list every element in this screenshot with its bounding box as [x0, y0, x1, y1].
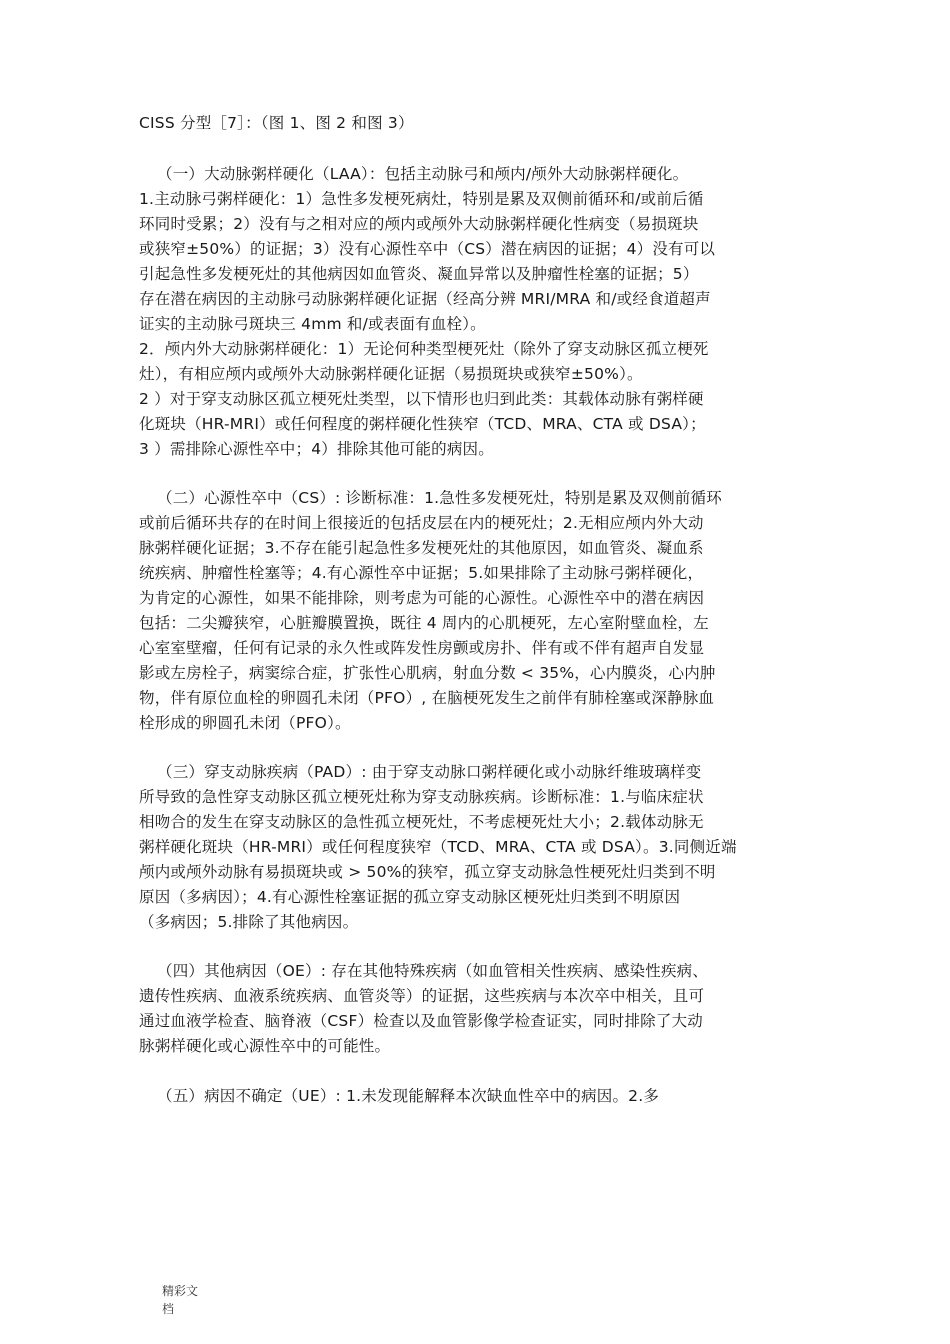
text-line: （一）大动脉粥样硬化（LAA）：包括主动脉弓和颅内/颅外大动脉粥样硬化。 — [157, 165, 689, 183]
text-line: 环同时受累；2）没有与之相对应的颅内或颅外大动脉粥样硬化性病变（易损斑块 — [139, 215, 699, 233]
text-line: 引起急性多发梗死灶的其他病因如血管炎、凝血异常以及肿瘤性栓塞的证据；5） — [139, 265, 699, 283]
text-line: 颅内或颅外动脉有易损斑块或 > 50%的狭窄，孤立穿支动脉急性梗死灶归类到不明 — [139, 863, 716, 881]
text-line: 化斑块（HR-MRI）或任何程度的粥样硬化性狭窄（TCD、MRA、CTA 或 DSA）； — [139, 415, 706, 433]
text-line: 粥样硬化斑块（HR-MRI）或任何程度狭窄（TCD、MRA、CTA 或 DSA）。3.同侧近端 — [139, 838, 737, 856]
text-line: 影或左房栓子，病窦综合症，扩张性心肌病，射血分数 < 35%，心内膜炎，心内肿 — [139, 664, 716, 682]
text-line: 原因（多病因）；4.有心源性栓塞证据的孤立穿支动脉区梗死灶归类到不明原因 — [139, 888, 681, 906]
text-line: 相吻合的发生在穿支动脉区的急性孤立梗死灶，不考虑梗死灶大小；2.载体动脉无 — [139, 813, 704, 831]
text-line: 包括：二尖瓣狭窄，心脏瓣膜置换，既往 4 周内的心肌梗死，左心室附壁血栓，左 — [139, 614, 709, 632]
text-line: 物，伴有原位血栓的卵圆孔未闭（PFO）, 在脑梗死发生之前伴有肺栓塞或深静脉血 — [139, 689, 715, 707]
text-line: 为肯定的心源性，如果不能排除，则考虑为可能的心源性。心源性卒中的潜在病因 — [139, 589, 705, 607]
text-line: （二）心源性卒中（CS）: 诊断标准：1.急性多发梗死灶，特别是累及双侧前循环 — [157, 489, 722, 507]
page-footer — [162, 1282, 198, 1318]
text-line: （四）其他病因（OE）: 存在其他特殊疾病（如血管相关性疾病、感染性疾病、 — [157, 962, 709, 980]
text-line: 栓形成的卵圆孔未闭（PFO）。 — [139, 714, 351, 732]
title-line: CISS 分型［7］：（图 1、图 2 和图 3） — [139, 114, 414, 132]
text-line: （多病因；5.排除了其他病因。 — [139, 913, 359, 931]
text-line: 灶），有相应颅内或颅外大动脉粥样硬化证据（易损斑块或狭窄±50%）。 — [139, 365, 643, 383]
text-line: 证实的主动脉弓斑块三 4mm 和/或表面有血栓）。 — [139, 315, 486, 333]
text-line: 脉粥样硬化证据；3.不存在能引起急性多发梗死灶的其他原因，如血管炎、凝血系 — [139, 539, 704, 557]
text-line: 2 ）对于穿支动脉区孤立梗死灶类型，以下情形也归到此类：其载体动脉有粥样硬 — [139, 390, 704, 408]
text-line: 通过血液学检查、脑脊液（CSF）检查以及血管影像学检查证实，同时排除了大动 — [139, 1012, 703, 1030]
text-line: 1.主动脉弓粥样硬化：1）急性多发梗死病灶，特别是累及双侧前循环和/或前后循 — [139, 190, 704, 208]
text-line: 统疾病、肿瘤性栓塞等；4.有心源性卒中证据；5.如果排除了主动脉弓粥样硬化， — [139, 564, 704, 582]
text-line: 2．颅内外大动脉粥样硬化：1）无论何种类型梗死灶（除外了穿支动脉区孤立梗死 — [139, 340, 709, 358]
text-line: 3 ）需排除心源性卒中；4）排除其他可能的病因。 — [139, 440, 494, 458]
text-line: 遗传性疾病、血液系统疾病、血管炎等）的证据，这些疾病与本次卒中相关，且可 — [139, 987, 705, 1005]
text-line: 所导致的急性穿支动脉区孤立梗死灶称为穿支动脉疾病。诊断标准：1.与临床症状 — [139, 788, 704, 806]
text-line: 脉粥样硬化或心源性卒中的可能性。 — [139, 1037, 391, 1055]
text-line: 或狭窄±50%）的证据；3）没有心源性卒中（CS）潜在病因的证据；4）没有可以 — [139, 240, 716, 258]
text-line: （五）病因不确定（UE）: 1.未发现能解释本次缺血性卒中的病因。2.多 — [157, 1087, 660, 1105]
text-line: （三）穿支动脉疾病（PAD）: 由于穿支动脉口粥样硬化或小动脉纤维玻璃样变 — [157, 763, 702, 781]
text-line: 心室室壁瘤，任何有记录的永久性或阵发性房颤或房扑、伴有或不伴有超声自发显 — [139, 639, 705, 657]
text-line: 或前后循环共存的在时间上很接近的包括皮层在内的梗死灶；2.无相应颅内外大动 — [139, 514, 704, 532]
footer-text: 精彩文 — [162, 1284, 199, 1298]
text-line: 存在潜在病因的主动脉弓动脉粥样硬化证据（经高分辨 MRI/MRA 和/或经食道超声 — [139, 290, 711, 308]
footer-text: 档 — [162, 1302, 175, 1316]
